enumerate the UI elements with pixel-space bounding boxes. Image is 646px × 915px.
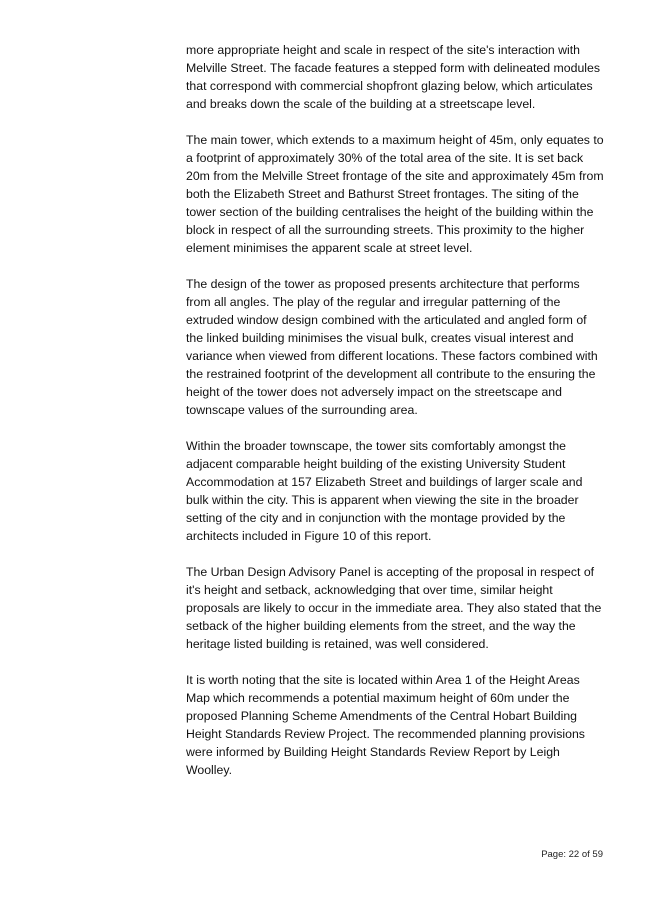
paragraph-5: The Urban Design Advisory Panel is accepting of the proposal in respect of it's height and setback, acknowledging that over time, similar height proposals are likely to occur in the immediate area. They also stated that the setback of the higher building elements from the street, and the way the heritage listed building is retained, was well considered. xyxy=(186,565,602,651)
paragraph-4: Within the broader townscape, the tower sits comfortably amongst the adjacent comparable height building of the existing University Student Accommodation at 157 Elizabeth Street and buildings of larger scale and bulk within the city. This is apparent when viewing the site in the broader setting of the city and in conjunction with the montage provided by the architects included in Figure 10 of this report. xyxy=(186,439,583,543)
paragraph-3: The design of the tower as proposed presents architecture that performs from all angles. The play of the regular and irregular patterning of the extruded window design combined with the articulated and angled form of the linked building minimises the visual bulk, creates visual interest and variance when viewed from different locations. These factors combined with the restrained footprint of the development all contribute to the ensuring the height of the tower does not adversely impact on the streetscape and townscape values of the surrounding area. xyxy=(186,277,598,417)
paragraph-6: It is worth noting that the site is located within Area 1 of the Height Areas Map which recommends a potential maximum height of 60m under the proposed Planning Scheme Amendments of the Central Hobart Building Height Standards Review Project. The recommended planning provisions were informed by Building Height Standards Review Report by Leigh Woolley. xyxy=(186,673,585,777)
paragraph-2: The main tower, which extends to a maximum height of 45m, only equates to a footprint of approximately 30% of the total area of the site. It is set back 20m from the Melville Street frontage of the site and approximately 45m from both the Elizabeth Street and Bathurst Street frontages. The siting of the tower section of the building centralises the height of the building within the block in respect of all the surrounding streets. This proximity to the higher element minimises the apparent scale at street level. xyxy=(186,133,604,255)
page-number: Page: 22 of 59 xyxy=(541,849,603,860)
paragraph-1: more appropriate height and scale in respect of the site's interaction with Melville Street. The facade features a stepped form with delineated modules that correspond with commercial shopfront glazing below, which articulates and breaks down the scale of the building at a streetscape level. xyxy=(186,43,600,111)
document-body xyxy=(186,41,606,797)
